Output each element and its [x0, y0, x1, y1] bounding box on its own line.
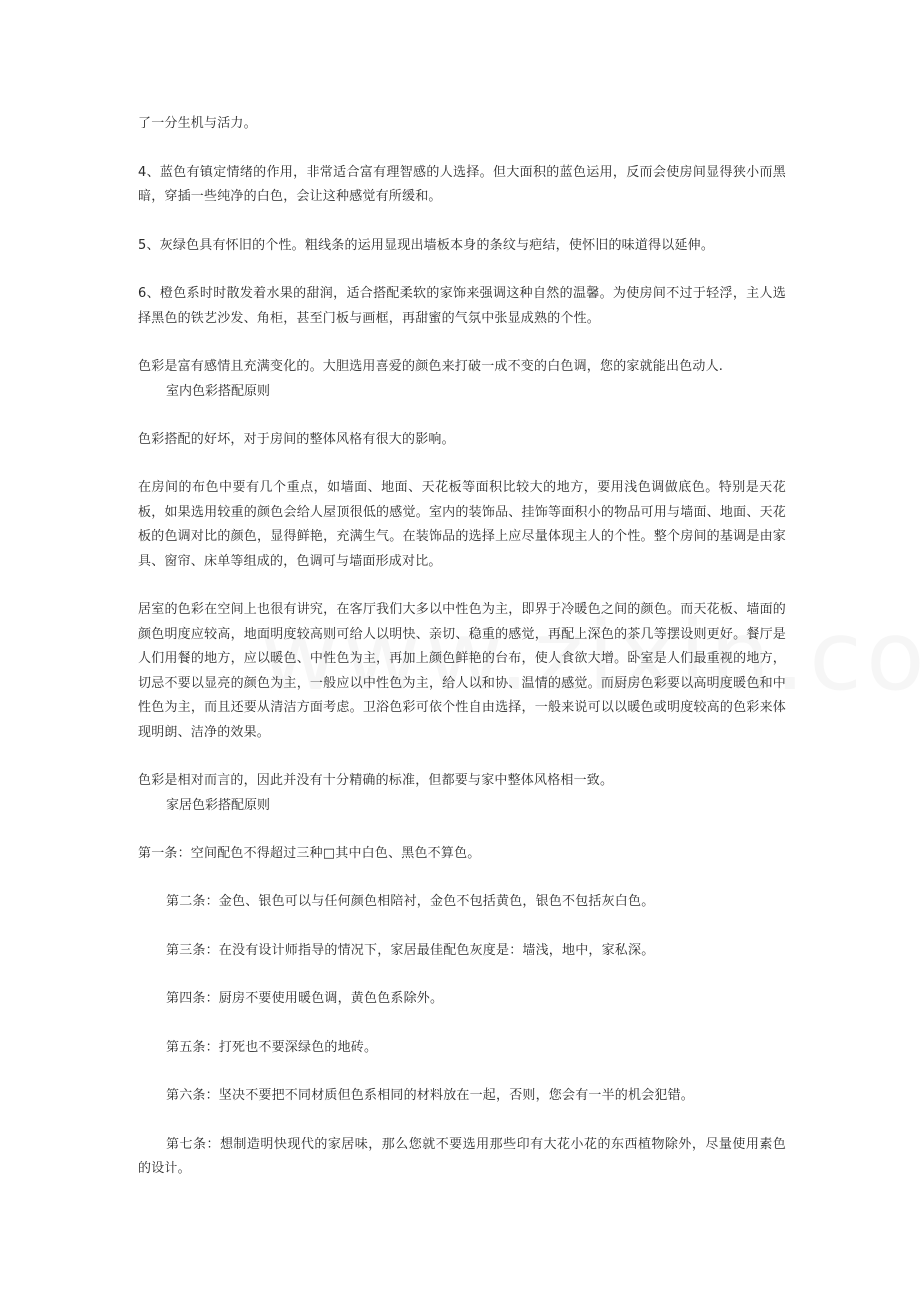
rule-6: 第六条：坚决不要把不同材质但色系相同的材料放在一起，否则，您会有一半的机会犯错。 [166, 1088, 695, 1103]
rule-7: 第七条：想制造明快现代的家居味，那么您就不要选用那些印有大花小花的东西植物除外，尽量使用素色的设计。 [138, 1136, 786, 1176]
document-body [138, 112, 786, 1182]
paragraph-interior-4: 色彩是相对而言的，因此并没有十分精确的标准，但都要与家中整体风格相一致。 [138, 773, 614, 788]
rule-2: 第二条：金色、银色可以与任何颜色相陪衬，金色不包括黄色，银色不包括灰白色。 [166, 894, 655, 909]
section-heading-interior: 室内色彩搭配原则 [166, 383, 271, 399]
rule-3: 第三条：在没有设计师指导的情况下，家居最佳配色灰度是：墙浅，地中，家私深。 [166, 942, 655, 958]
paragraph-interior-2: 在房间的布色中要有几个重点，如墙面、地面、天花板等面积比较大的地方，要用浅色调做底色。特别是天花板，如果选用较重的颜色会给人屋顶很低的感觉。室内的装饰品、挂饰等面积小的物品可用与墙面、地面、天花板的色调对比的颜色，显得鲜艳，充满生气。在装饰品的选择上应尽量体现主人的个性。整个房间的基调是由家具、窗帘、床单等组成的，色调可与墙面形成对比。 [138, 480, 786, 569]
paragraph-intro-tail: 了一分生机与活力。 [138, 116, 257, 131]
paragraph-grey-green: 5、灰绿色具有怀旧的个性。粗线条的运用显现出墙板本身的条纹与疤结，使怀旧的味道得以延伸。 [138, 237, 715, 253]
paragraph-interior-3: 居室的色彩在空间上也很有讲究，在客厅我们大多以中性色为主，即界于冷暖色之间的颜色。而天花板、墙面的颜色明度应较高，地面明度较高则可给人以明快、亲切、稳重的感觉，再配上深色的茶几等摆设则更好。餐厅是人们用餐的地方，应以暖色、中性色为主，再加上颜色鲜艳的台布，使人食欲大增。卧室是人们最重视的地方，切忌不要以显亮的颜色为主，一般应以中性色为主，给人以和协、温情的感觉。而厨房色彩要以高明度暖色和中性色为主，而且还要从清洁方面考虑。卫浴色彩可依个性自由选择，一般来说可以以暖色或明度较高的色彩来体现明朗、洁净的效果。 [138, 602, 786, 740]
section-heading-home: 家居色彩搭配原则 [166, 797, 271, 813]
paragraph-blue: 4、蓝色有镇定情绪的作用，非常适合富有理智感的人选择。但大面积的蓝色运用，反而会使房间显得狭小而黑暗，穿插一些纯净的白色，会让这种感觉有所缓和。 [138, 164, 786, 204]
rule-4: 第四条：厨房不要使用暖色调，黄色色系除外。 [166, 991, 444, 1006]
rule-5: 第五条：打死也不要深绿色的地砖。 [166, 1039, 378, 1055]
paragraph-color-summary: 色彩是富有感情且充满变化的。大胆选用喜爱的颜色来打破一成不变的白色调，您的家就能出色动人. [138, 359, 724, 374]
paragraph-interior-1: 色彩搭配的好坏，对于房间的整体风格有很大的影响。 [138, 431, 455, 447]
paragraph-orange: 6、橙色系时时散发着水果的甜润，适合搭配柔软的家饰来强调这种自然的温馨。为使房间不过于轻浮，主人选择黑色的铁艺沙发、角柜，甚至门板与画框，再甜蜜的气氛中张显成熟的个性。 [138, 286, 786, 326]
rule-1: 第一条：空间配色不得超过三种□其中白色、黑色不算色。 [138, 845, 481, 861]
